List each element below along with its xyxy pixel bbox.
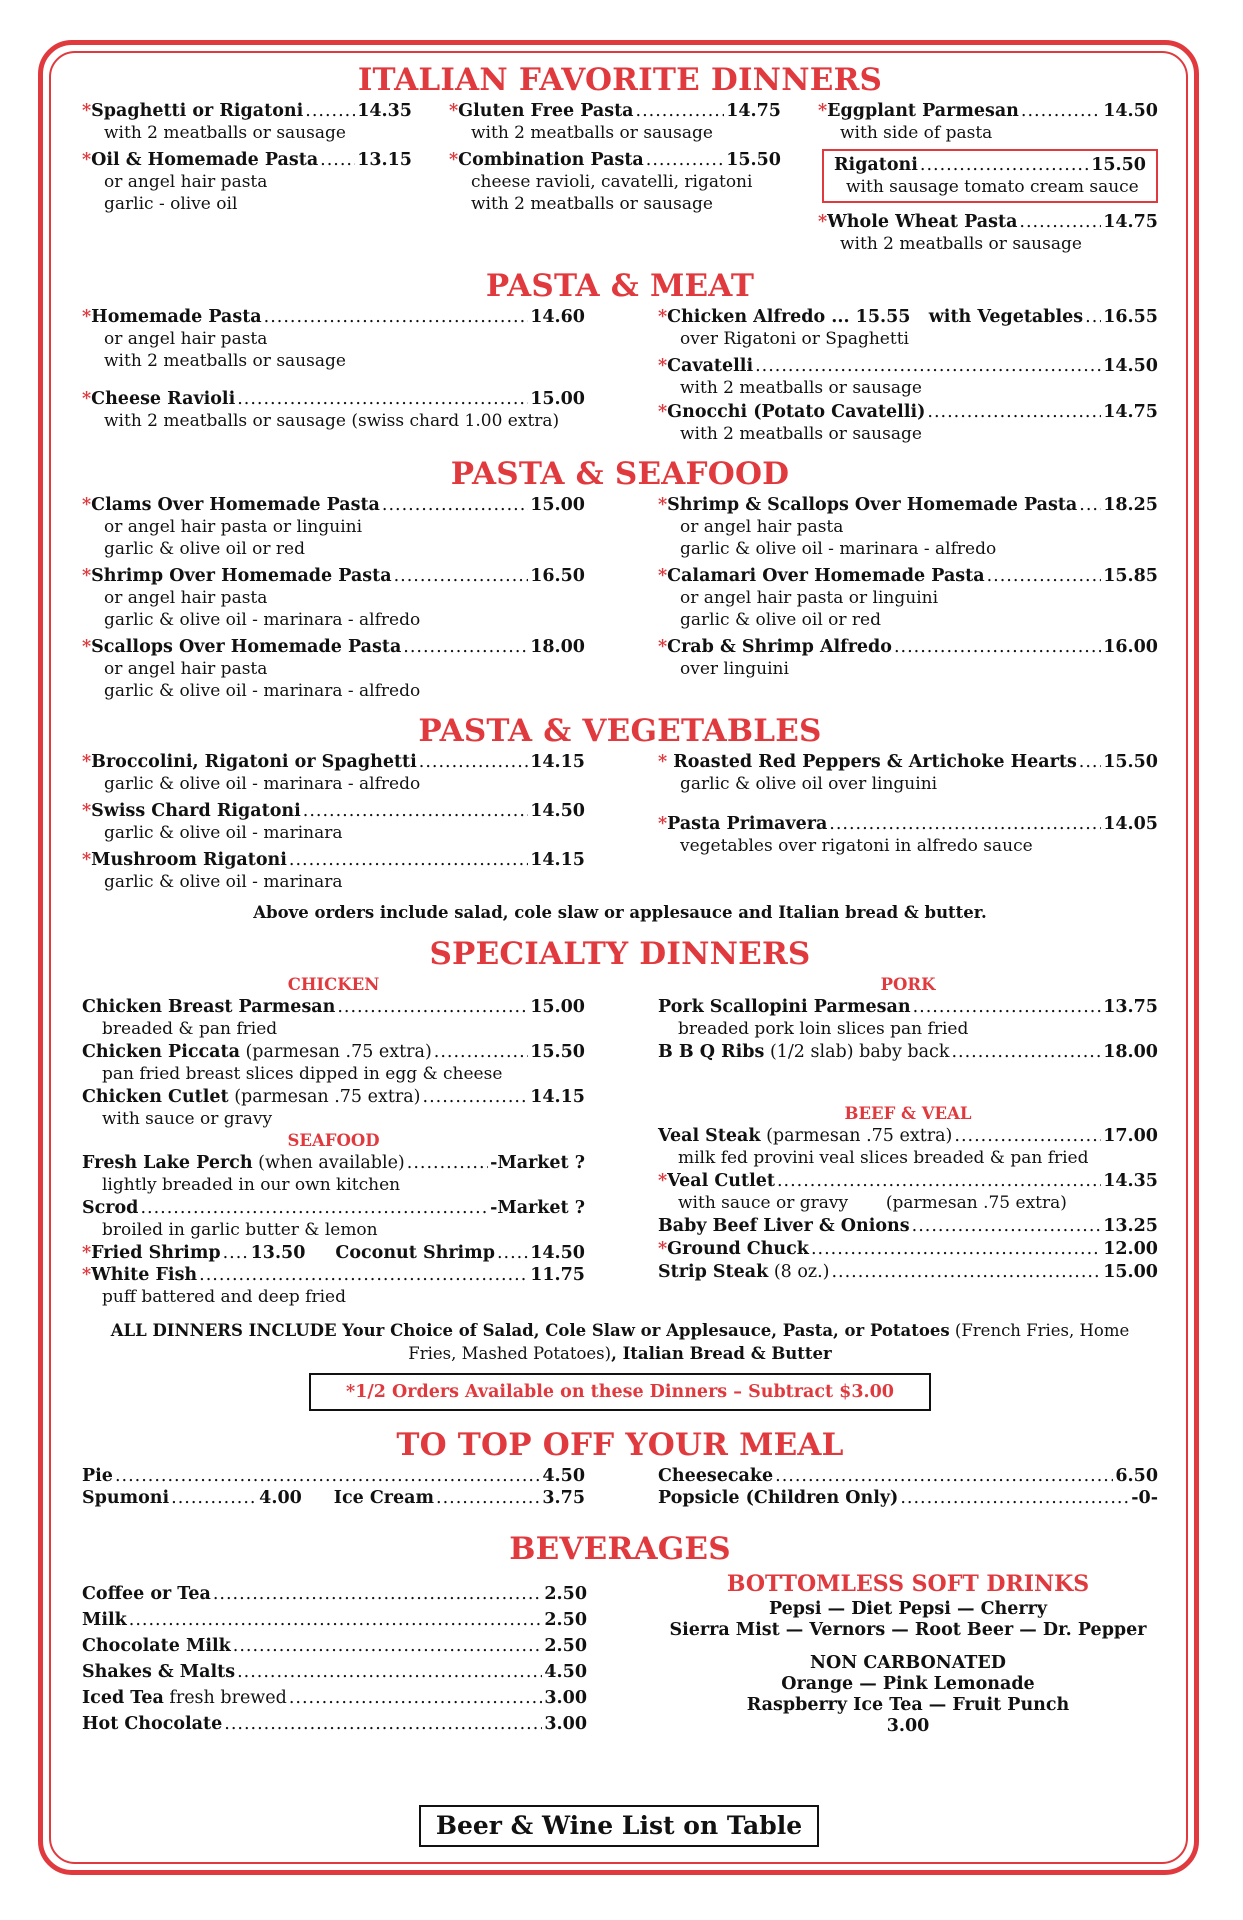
item-extra: fresh brewed bbox=[163, 1688, 287, 1708]
item-desc: with 2 meatballs or sausage bbox=[680, 378, 922, 398]
item-price: 4.50 bbox=[542, 1466, 585, 1486]
item-name: Crab & Shrimp Alfredo bbox=[667, 637, 892, 657]
half-order-star: * bbox=[658, 637, 668, 657]
item-desc: or angel hair pasta bbox=[104, 329, 268, 349]
half-order-star: * bbox=[658, 1171, 668, 1191]
half-order-star: * bbox=[449, 150, 459, 170]
menu-item bbox=[82, 1581, 587, 1607]
item-desc: garlic & olive oil over linguini bbox=[680, 774, 938, 794]
item-price: 2.50 bbox=[544, 1610, 587, 1630]
italian-section bbox=[82, 100, 1158, 260]
section-title-pasta-meat: PASTA & MEAT bbox=[485, 268, 755, 304]
item-desc: or angel hair pasta bbox=[680, 517, 844, 537]
menu-item bbox=[658, 1170, 1158, 1214]
menu-item bbox=[658, 1238, 1158, 1260]
item-price: 14.05 bbox=[1103, 814, 1158, 834]
item-name: Whole Wheat Pasta bbox=[827, 212, 1018, 232]
item-name: Coconut Shrimp bbox=[335, 1243, 495, 1263]
item-name: Spaghetti or Rigatoni bbox=[91, 101, 304, 121]
section-title-beverages: BEVERAGES bbox=[509, 1531, 731, 1567]
item-price: 15.85 bbox=[1103, 566, 1158, 586]
item-name: Spumoni bbox=[82, 1488, 170, 1508]
item-desc: garlic & olive oil - marinara - alfredo bbox=[104, 774, 421, 794]
half-order-star: * bbox=[658, 402, 668, 422]
menu-item bbox=[82, 494, 585, 560]
beverages-left bbox=[82, 1569, 587, 1737]
item-price: 16.50 bbox=[530, 566, 585, 586]
menu-item bbox=[449, 149, 781, 215]
include-text-bold-end: , Italian Bread & Butter bbox=[611, 1344, 832, 1363]
item-name: Cavatelli bbox=[667, 356, 754, 376]
item-name: Veal Cutlet bbox=[667, 1171, 775, 1191]
item-name: Chicken Alfredo ... 15.55 with Vegetables bbox=[667, 307, 1084, 327]
item-desc: garlic - olive oil bbox=[104, 194, 238, 214]
item-name: Rigatoni bbox=[834, 155, 918, 175]
half-order-star: * bbox=[82, 1265, 92, 1285]
item-name: Chicken Cutlet bbox=[82, 1087, 229, 1107]
item-price: -Market ? bbox=[490, 1153, 585, 1173]
half-order-star: * bbox=[82, 495, 92, 515]
item-price: 14.15 bbox=[530, 850, 585, 870]
menu-item bbox=[658, 1215, 1158, 1237]
item-name: Fresh Lake Perch bbox=[82, 1153, 253, 1173]
menu-item bbox=[658, 1465, 1158, 1487]
non-carbonated-price: 3.00 bbox=[886, 1716, 930, 1736]
half-order-star: * bbox=[82, 150, 92, 170]
item-name: Veal Steak bbox=[658, 1126, 761, 1146]
section-title-pasta-seafood: PASTA & SEAFOOD bbox=[450, 456, 790, 492]
item-desc: garlic & olive oil or red bbox=[680, 610, 882, 630]
menu-item bbox=[82, 1086, 585, 1130]
menu-item bbox=[82, 849, 585, 893]
soft-drinks-line-2: Sierra Mist — Vernors — Root Beer — Dr. Pepper bbox=[669, 1620, 1147, 1640]
item-name: Roasted Red Peppers & Artichoke Hearts bbox=[673, 752, 1077, 772]
item-price: 14.50 bbox=[530, 801, 585, 821]
item-price: 12.00 bbox=[1103, 1239, 1158, 1259]
half-order-star: * bbox=[82, 307, 92, 327]
menu-item bbox=[82, 1465, 585, 1487]
item-price: 14.50 bbox=[1103, 101, 1158, 121]
half-order-star: * bbox=[82, 1243, 92, 1263]
subhead-chicken: CHICKEN bbox=[287, 975, 380, 994]
item-price: 14.15 bbox=[530, 1087, 585, 1107]
menu-item bbox=[82, 565, 585, 631]
pasta-seafood-right bbox=[658, 494, 1158, 707]
menu-item bbox=[82, 306, 585, 372]
item-name: Swiss Chard Rigatoni bbox=[91, 801, 301, 821]
item-extra: (1/2 slab) baby back bbox=[764, 1042, 950, 1062]
item-desc: with side of pasta bbox=[840, 123, 993, 143]
beer-wine-notice: Beer & Wine List on Table bbox=[419, 1805, 819, 1847]
menu-item bbox=[658, 1487, 1158, 1509]
beverages-right bbox=[658, 1569, 1158, 1737]
section-title-italian: ITALIAN FAVORITE DINNERS bbox=[357, 62, 883, 98]
item-desc: garlic & olive oil - marinara - alfredo bbox=[104, 681, 421, 701]
menu-item bbox=[449, 100, 781, 144]
item-price: 18.00 bbox=[1103, 1042, 1158, 1062]
menu-item bbox=[818, 211, 1158, 255]
item-desc: or angel hair pasta bbox=[104, 172, 268, 192]
italian-col-3 bbox=[818, 100, 1158, 260]
item-name: Pie bbox=[82, 1466, 113, 1486]
item-price: 14.60 bbox=[530, 307, 585, 327]
item-price: 16.00 bbox=[1103, 637, 1158, 657]
item-name: Scallops Over Homemade Pasta bbox=[91, 637, 402, 657]
soft-drinks-title: BOTTOMLESS SOFT DRINKS bbox=[726, 1571, 1090, 1597]
item-price: 15.00 bbox=[530, 495, 585, 515]
menu-item bbox=[658, 751, 1158, 795]
item-name: Ground Chuck bbox=[667, 1239, 809, 1259]
item-price: -0- bbox=[1131, 1488, 1158, 1508]
menu-item bbox=[82, 1607, 587, 1633]
item-name: Broccolini, Rigatoni or Spaghetti bbox=[91, 752, 417, 772]
item-desc: with 2 meatballs or sausage bbox=[680, 424, 922, 444]
item-price: 14.35 bbox=[357, 101, 412, 121]
menu-item bbox=[82, 1041, 585, 1085]
section-title-specialty: SPECIALTY DINNERS bbox=[429, 936, 811, 972]
pasta-veg-section bbox=[82, 751, 1158, 898]
item-desc: breaded pork loin slices pan fried bbox=[678, 1019, 969, 1039]
menu-item bbox=[82, 1685, 587, 1711]
item-name: Iced Tea bbox=[82, 1688, 164, 1708]
item-price: 15.00 bbox=[530, 997, 585, 1017]
menu-item bbox=[82, 800, 585, 844]
half-order-star: * bbox=[82, 850, 92, 870]
item-price: 16.55 bbox=[1103, 307, 1158, 327]
menu-item bbox=[658, 813, 1158, 857]
item-name: Shrimp & Scallops Over Homemade Pasta bbox=[667, 495, 1078, 515]
item-price: 13.75 bbox=[1103, 997, 1158, 1017]
includes-note: Above orders include salad, cole slaw or applesauce and Italian bread & butter. bbox=[253, 903, 987, 922]
item-desc: or angel hair pasta bbox=[104, 659, 268, 679]
item-price: 14.75 bbox=[1103, 402, 1158, 422]
item-price: 14.15 bbox=[530, 752, 585, 772]
item-name: Hot Chocolate bbox=[82, 1714, 223, 1734]
item-price: 3.75 bbox=[542, 1488, 585, 1508]
item-price: 18.25 bbox=[1103, 495, 1158, 515]
item-name: Ice Cream bbox=[333, 1488, 435, 1508]
item-name: Shakes & Malts bbox=[82, 1662, 236, 1682]
menu-item bbox=[82, 1197, 585, 1241]
item-desc: with sausage tomato cream sauce bbox=[846, 177, 1139, 197]
item-desc: with 2 meatballs or sausage bbox=[471, 123, 713, 143]
menu-item bbox=[658, 1125, 1158, 1169]
section-title-dessert: TO TOP OFF YOUR MEAL bbox=[396, 1427, 844, 1463]
item-desc: pan fried breast slices dipped in egg & cheese bbox=[102, 1064, 503, 1084]
include-text-bold: ALL DINNERS INCLUDE Your Choice of Salad, Cole Slaw or Applesauce, Pasta, or Potatoes bbox=[110, 1321, 950, 1340]
item-price: 2.50 bbox=[544, 1584, 587, 1604]
pasta-meat-right bbox=[658, 306, 1158, 450]
item-price: 13.50 bbox=[250, 1243, 306, 1263]
item-name: Strip Steak bbox=[658, 1262, 769, 1282]
item-name: Gluten Free Pasta bbox=[458, 101, 634, 121]
item-desc: with sauce or gravy (parmesan .75 extra) bbox=[678, 1193, 1067, 1213]
menu-item bbox=[82, 1264, 585, 1308]
item-desc: with 2 meatballs or sausage bbox=[840, 234, 1082, 254]
featured-item-box bbox=[822, 149, 1158, 203]
menu-item bbox=[658, 636, 1158, 680]
item-name: Gnocchi (Potato Cavatelli) bbox=[667, 402, 926, 422]
item-name: Scrod bbox=[82, 1198, 139, 1218]
italian-col-2 bbox=[449, 100, 781, 260]
pasta-seafood-section bbox=[82, 494, 1158, 707]
item-desc: lightly breaded in our own kitchen bbox=[102, 1175, 401, 1195]
item-name: Cheesecake bbox=[658, 1466, 774, 1486]
menu-item bbox=[82, 636, 585, 702]
item-desc: or angel hair pasta or linguini bbox=[680, 588, 939, 608]
item-extra: (parmesan .75 extra) bbox=[228, 1087, 421, 1107]
section-title-pasta-vegetables: PASTA & VEGETABLES bbox=[418, 713, 822, 749]
menu-item bbox=[82, 149, 412, 215]
item-price: 3.00 bbox=[544, 1714, 587, 1734]
soft-drinks-line-1: Pepsi — Diet Pepsi — Cherry bbox=[768, 1599, 1048, 1619]
item-name: Shrimp Over Homemade Pasta bbox=[91, 566, 392, 586]
item-price: 13.25 bbox=[1103, 1216, 1158, 1236]
menu-item bbox=[658, 401, 1158, 445]
half-order-star: * bbox=[658, 1239, 668, 1259]
subhead-pork: PORK bbox=[880, 975, 936, 994]
item-price: 15.00 bbox=[1103, 1262, 1158, 1282]
item-desc: with 2 meatballs or sausage bbox=[104, 123, 346, 143]
item-desc: with 2 meatballs or sausage (swiss chard 1.00 extra) bbox=[104, 411, 560, 431]
specialty-right bbox=[658, 974, 1158, 1313]
item-name: Chicken Breast Parmesan bbox=[82, 997, 336, 1017]
half-order-star: * bbox=[658, 495, 668, 515]
item-desc: milk fed provini veal slices breaded & pan fried bbox=[678, 1148, 1089, 1168]
half-order-star: * bbox=[818, 212, 828, 232]
item-name: Baby Beef Liver & Onions bbox=[658, 1216, 910, 1236]
half-order-star: * bbox=[82, 389, 92, 409]
menu-item bbox=[658, 1261, 1158, 1283]
item-price: 15.50 bbox=[1091, 155, 1146, 175]
item-extra: (8 oz.) bbox=[768, 1262, 830, 1282]
item-price: -Market ? bbox=[490, 1198, 585, 1218]
item-price: 17.00 bbox=[1103, 1126, 1158, 1146]
item-name: Milk bbox=[82, 1610, 127, 1630]
item-desc: over Rigatoni or Spaghetti bbox=[680, 329, 909, 349]
item-price: 4.00 bbox=[259, 1488, 302, 1508]
item-price: 6.50 bbox=[1115, 1466, 1158, 1486]
item-price: 15.50 bbox=[530, 1042, 585, 1062]
item-price: 18.00 bbox=[530, 637, 585, 657]
item-price: 14.35 bbox=[1103, 1171, 1158, 1191]
dessert-section bbox=[82, 1465, 1158, 1509]
item-name: Chicken Piccata bbox=[82, 1042, 240, 1062]
menu-item bbox=[818, 100, 1158, 144]
menu-item bbox=[82, 388, 585, 432]
half-order-star: * bbox=[658, 566, 668, 586]
specialty-left bbox=[82, 974, 585, 1313]
item-name: Chocolate Milk bbox=[82, 1636, 231, 1656]
menu-item bbox=[658, 494, 1158, 560]
item-desc: garlic & olive oil - marinara - alfredo bbox=[680, 539, 997, 559]
item-desc: cheese ravioli, cavatelli, rigatoni bbox=[471, 172, 753, 192]
item-desc: breaded & pan fried bbox=[102, 1019, 278, 1039]
item-desc: puff battered and deep fried bbox=[102, 1287, 346, 1307]
menu-item bbox=[82, 100, 412, 144]
menu-content bbox=[82, 62, 1158, 1737]
italian-col-1 bbox=[82, 100, 412, 260]
menu-item bbox=[82, 1659, 587, 1685]
menu-item bbox=[82, 1487, 585, 1509]
menu-item bbox=[658, 996, 1158, 1040]
item-name: White Fish bbox=[91, 1265, 198, 1285]
item-desc: with sauce or gravy bbox=[102, 1109, 273, 1129]
menu-item bbox=[82, 751, 585, 795]
item-name: Fried Shrimp bbox=[91, 1243, 221, 1263]
all-dinners-include bbox=[82, 1319, 1158, 1365]
item-price: 14.75 bbox=[1103, 212, 1158, 232]
half-order-star: * bbox=[658, 356, 668, 376]
item-price: 14.75 bbox=[726, 101, 781, 121]
item-desc: garlic & olive oil or red bbox=[104, 539, 306, 559]
non-carbonated-line-2: Raspberry Ice Tea — Fruit Punch bbox=[746, 1695, 1070, 1715]
half-order-star: * bbox=[82, 566, 92, 586]
include-text-plain: (French Fries, Home Fries, Mashed Potatoes) bbox=[408, 1321, 1130, 1363]
menu-item bbox=[82, 1242, 585, 1264]
item-name: Combination Pasta bbox=[458, 150, 644, 170]
half-order-star: * bbox=[82, 752, 92, 772]
pasta-meat-left bbox=[82, 306, 585, 450]
item-name: Oil & Homemade Pasta bbox=[91, 150, 319, 170]
menu-item bbox=[82, 1152, 585, 1196]
item-extra: (when available) bbox=[252, 1153, 405, 1173]
item-desc: or angel hair pasta or linguini bbox=[104, 517, 363, 537]
half-order-star: * bbox=[658, 752, 674, 772]
item-desc: broiled in garlic butter & lemon bbox=[102, 1220, 378, 1240]
item-name: Pork Scallopini Parmesan bbox=[658, 997, 911, 1017]
subhead-beef-veal: BEEF & VEAL bbox=[844, 1104, 972, 1123]
item-price: 15.50 bbox=[726, 150, 781, 170]
pasta-meat-section bbox=[82, 306, 1158, 450]
item-desc: garlic & olive oil - marinara bbox=[104, 872, 343, 892]
half-order-star: * bbox=[82, 637, 92, 657]
beverages-section bbox=[82, 1569, 1158, 1737]
menu-item bbox=[82, 996, 585, 1040]
item-price: 4.50 bbox=[544, 1662, 587, 1682]
item-price: 15.00 bbox=[530, 389, 585, 409]
half-order-star: * bbox=[449, 101, 459, 121]
menu-item bbox=[658, 355, 1158, 399]
half-order-star: * bbox=[658, 307, 668, 327]
item-desc: garlic & olive oil - marinara bbox=[104, 823, 343, 843]
item-name: Popsicle (Children Only) bbox=[658, 1488, 899, 1508]
item-name: Mushroom Rigatoni bbox=[91, 850, 287, 870]
pasta-seafood-left bbox=[82, 494, 585, 707]
item-name: Calamari Over Homemade Pasta bbox=[667, 566, 985, 586]
dessert-left bbox=[82, 1465, 585, 1509]
item-name: B B Q Ribs bbox=[658, 1042, 765, 1062]
half-orders-box: *1/2 Orders Available on these Dinners – Subtract $3.00 bbox=[309, 1373, 931, 1411]
dessert-right bbox=[658, 1465, 1158, 1509]
pasta-veg-right bbox=[658, 751, 1158, 898]
specialty-section bbox=[82, 974, 1158, 1313]
menu-item bbox=[658, 565, 1158, 631]
half-order-star: * bbox=[658, 814, 668, 834]
pasta-veg-left bbox=[82, 751, 585, 898]
item-extra: (parmesan .75 extra) bbox=[239, 1042, 432, 1062]
item-name: Homemade Pasta bbox=[91, 307, 262, 327]
item-desc: with 2 meatballs or sausage bbox=[104, 351, 346, 371]
item-price: 15.50 bbox=[1103, 752, 1158, 772]
item-name: Clams Over Homemade Pasta bbox=[91, 495, 380, 515]
item-name: Cheese Ravioli bbox=[91, 389, 236, 409]
item-price: 13.15 bbox=[357, 150, 412, 170]
item-price: 2.50 bbox=[544, 1636, 587, 1656]
half-order-star: * bbox=[82, 101, 92, 121]
item-price: 14.50 bbox=[1103, 356, 1158, 376]
item-desc: with 2 meatballs or sausage bbox=[471, 194, 713, 214]
item-name: Pasta Primavera bbox=[667, 814, 828, 834]
item-price: 3.00 bbox=[544, 1688, 587, 1708]
subhead-seafood: SEAFOOD bbox=[287, 1131, 380, 1150]
half-order-star: * bbox=[82, 801, 92, 821]
item-desc: garlic & olive oil - marinara - alfredo bbox=[104, 610, 421, 630]
item-desc: or angel hair pasta bbox=[104, 588, 268, 608]
menu-item bbox=[658, 306, 1158, 350]
menu-item bbox=[82, 1711, 587, 1737]
item-extra: (parmesan .75 extra) bbox=[760, 1126, 953, 1146]
non-carbonated-line-1: Orange — Pink Lemonade bbox=[781, 1674, 1035, 1694]
menu-item bbox=[82, 1633, 587, 1659]
non-carbonated-title: NON CARBONATED bbox=[810, 1653, 1006, 1673]
item-price: 11.75 bbox=[530, 1265, 585, 1285]
half-order-star: * bbox=[818, 101, 828, 121]
item-price: 14.50 bbox=[530, 1243, 585, 1263]
menu-item bbox=[658, 1041, 1158, 1063]
item-desc: vegetables over rigatoni in alfredo sauce bbox=[680, 836, 1033, 856]
item-name: Eggplant Parmesan bbox=[827, 101, 1019, 121]
item-desc: over linguini bbox=[680, 659, 789, 679]
item-name: Coffee or Tea bbox=[82, 1584, 211, 1604]
